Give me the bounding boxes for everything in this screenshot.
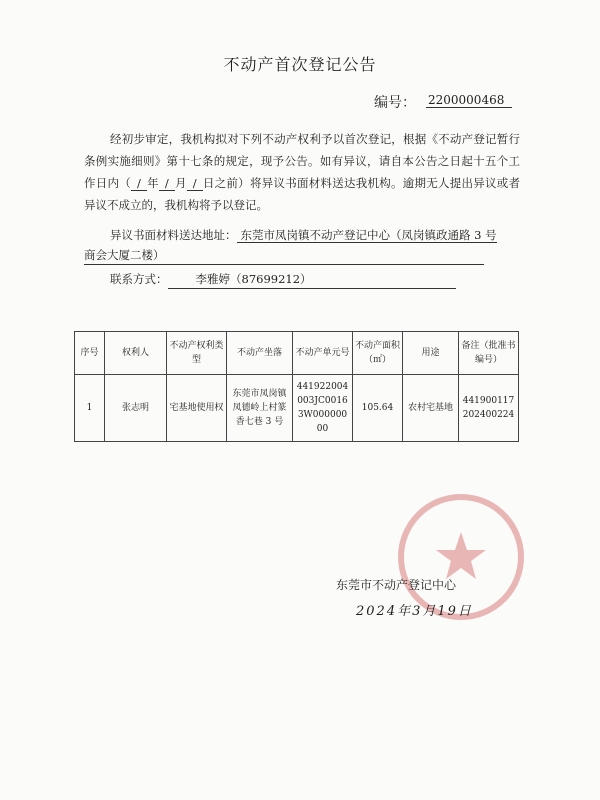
header-index: 序号 <box>75 332 105 375</box>
cell-right-type: 宅基地使用权 <box>167 375 227 442</box>
blank-month: / <box>159 176 175 191</box>
contact-info <box>110 270 456 289</box>
header-remark: 备注（批准书编号） <box>459 332 519 375</box>
objection-address-line1: 东莞市凤岗镇不动产登记中心（凤岗镇政通路 3 号 <box>237 228 497 243</box>
contact-value: 李雅婷（87699212） <box>168 270 456 289</box>
year-label: 年 <box>146 176 159 190</box>
header-unit-number: 不动产单元号 <box>293 332 353 375</box>
objection-address <box>110 226 497 244</box>
notice-text-part1: 经初步审定，我机构拟对下列不动产权利予以首次登记，根据《不动产登记暂行条例实施细则》第十七条的规定，现予公告。如有异议，请自本公告之日起十五个工作日内（ <box>84 132 520 190</box>
blank-year: / <box>131 176 147 191</box>
table-row <box>75 375 519 442</box>
cell-remark: 441900117202400224 <box>459 375 519 442</box>
seal-star-icon <box>404 500 518 614</box>
number-label: 编号： <box>374 95 416 111</box>
header-right-type: 不动产权利类型 <box>167 332 227 375</box>
objection-address-line2: 商会大厦二楼） <box>84 246 484 265</box>
cell-usage: 农村宅基地 <box>403 375 459 442</box>
header-location: 不动产坐落 <box>227 332 293 375</box>
notice-text-part2: 日之前）将异议书面材料送达我机构。逾期无人提出异议或者异议不成立的，我机构将予以登记。 <box>84 176 521 212</box>
header-area: 不动产面积（㎡） <box>353 332 403 375</box>
signature-date: 2024年3月19日 <box>356 604 473 619</box>
cell-area: 105.64 <box>353 375 403 442</box>
notice-paragraph <box>84 128 520 216</box>
cell-index: 1 <box>75 375 105 442</box>
cell-location: 东莞市凤岗镇凤德岭上村篆香七巷 3 号 <box>227 375 293 442</box>
table-header-row <box>75 332 519 375</box>
registration-table <box>74 331 519 442</box>
blank-day: / <box>187 176 203 191</box>
cell-owner: 张志明 <box>105 375 167 442</box>
header-owner: 权利人 <box>105 332 167 375</box>
signature-organization: 东莞市不动产登记中心 <box>336 578 457 592</box>
objection-label: 异议书面材料送达地址： <box>110 228 237 242</box>
contact-label: 联系方式： <box>110 272 168 286</box>
cell-unit-number: 441922004003JC00163W00000000 <box>293 375 353 442</box>
page-title: 不动产首次登记公告 <box>223 55 377 74</box>
header-usage: 用途 <box>403 332 459 375</box>
month-label: 月 <box>174 176 187 190</box>
number-value: 2200000468 <box>426 93 512 108</box>
